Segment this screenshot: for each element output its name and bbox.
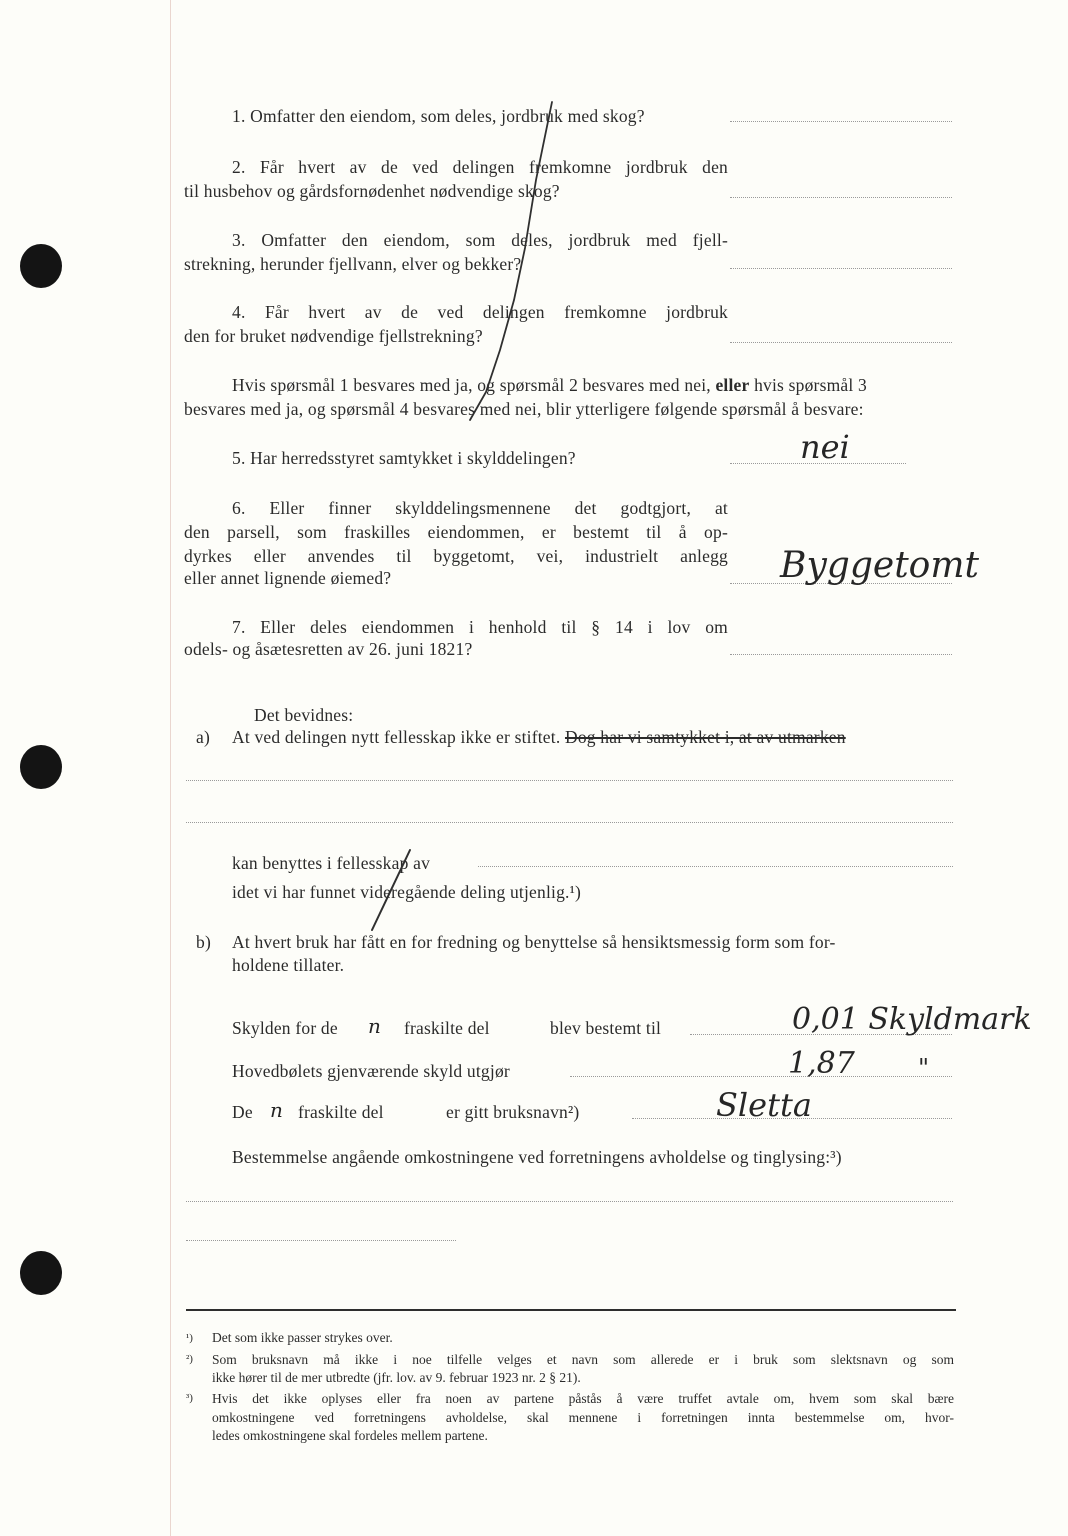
footnote-1-mark: ¹) (186, 1332, 193, 1344)
question-2-line-2: til husbehov og gårdsfornødenhet nødvendige skog? (184, 181, 560, 201)
condition-text-a: Hvis spørsmål 1 besvares med ja, og spørsmål 2 besvares med nei, (232, 375, 711, 395)
skyld-line-1-handwritten-n: n (368, 1014, 381, 1038)
footnote-3-line-2: omkostningene ved forretningens avholdelse, skal mennene i forretningen innta bestemmelse om, hvor- (212, 1410, 954, 1425)
item-a-label: a) (196, 727, 210, 747)
skyld-value-handwritten: 0,01 Skyldmark (792, 1002, 1032, 1037)
skyld-line-1-middle: fraskilte del (404, 1018, 490, 1038)
footnote-3-line-1: Hvis det ikke oplyses eller fra noen av partene påstås å være truffet avtale om, hvem som skal bære (212, 1391, 954, 1406)
footnote-2-mark: ²) (186, 1353, 193, 1365)
item-b-line-1: At hvert bruk har fått en for fredning og benyttelse så hensiktsmessig form som for- (232, 932, 836, 952)
question-2-line-1: 2. Får hvert av de ved delingen fremkomne jordbruk den (232, 157, 728, 177)
attestation-heading: Det bevidnes: (254, 705, 354, 725)
question-6-line-2: den parsell, som fraskilles eiendommen, er bestemt til å op- (184, 522, 728, 542)
ditto-mark-handwritten: " (918, 1054, 930, 1082)
skyld-line-1-end: blev bestemt til (550, 1018, 662, 1038)
item-a-struck-text: Dog har vi samtykket i, at av utmarken (564, 727, 846, 747)
remaining-skyld-handwritten: 1,87 (788, 1046, 855, 1081)
question-6-line-1: 6. Eller finner skylddelingsmennene det godtgjort, at (232, 498, 728, 518)
cancel-stroke-questions (470, 102, 552, 420)
condition-line-2: besvares med ja, og spørsmål 4 besvares med nei, blir ytterligere følgende spørsmål å besvare: (184, 399, 864, 419)
footnote-1-text: Det som ikke passer strykes over. (212, 1330, 393, 1345)
question-1: 1. Omfatter den eiendom, som deles, jordbruk med skog? (232, 106, 645, 126)
cancel-stroke-fellesskap (372, 850, 410, 930)
question-3-line-2: strekning, herunder fjellvann, elver og bekker? (184, 254, 522, 274)
skyld-line-3-middle: fraskilte del (298, 1102, 384, 1122)
item-a-continuation-2: idet vi har funnet videregående deling utjenlig.¹) (232, 882, 582, 902)
question-4-line-1: 4. Får hvert av de ved delingen fremkomne jordbruk (232, 302, 728, 322)
skyld-line-3-end: er gitt bruksnavn²) (446, 1102, 580, 1122)
farm-name-handwritten: Sletta (716, 1086, 812, 1124)
item-b-line-2: holdene tillater. (232, 955, 345, 975)
question-6-line-3: dyrkes eller anvendes til byggetomt, vei, industrielt anlegg (184, 546, 728, 566)
footnote-3-line-3: ledes omkostningene skal fordeles mellem partene. (212, 1428, 488, 1443)
condition-text-b: hvis spørsmål 3 (754, 375, 867, 395)
footnote-2-line-2: ikke hører til de mer utbredte (jfr. lov. av 9. februar 1923 nr. 2 § 21). (212, 1370, 581, 1385)
footnote-3-mark: ³) (186, 1392, 193, 1404)
footnote-2-line-1: Som bruksnavn må ikke i noe tilfelle velges et navn som allerede er i bruk som slektsnavn og som (212, 1352, 954, 1367)
skyld-line-3-handwritten-n: n (270, 1098, 283, 1122)
question-7-line-1: 7. Eller deles eiendommen i henhold til § 14 i lov om (232, 617, 728, 637)
answer-6-handwritten: Byggetomt (780, 545, 979, 586)
item-a-continuation-1: kan benyttes i fellesskap av (232, 853, 431, 873)
answer-5-handwritten: nei (800, 428, 850, 466)
item-a-text: At ved delingen nytt fellesskap ikke er stiftet. (232, 727, 561, 747)
question-6-line-4: eller annet lignende øiemed? (184, 568, 392, 588)
skyld-line-3-label: De (232, 1102, 253, 1122)
condition-bold-eller: eller (715, 375, 750, 395)
question-4-line-2: den for bruket nødvendige fjellstrekning? (184, 326, 483, 346)
question-3-line-1: 3. Omfatter den eiendom, som deles, jordbruk med fjell- (232, 230, 728, 250)
question-5: 5. Har herredsstyret samtykket i skylddelingen? (232, 448, 576, 468)
skyld-line-1-label: Skylden for de (232, 1018, 338, 1038)
cost-provision-label: Bestemmelse angående omkostningene ved forretningens avholdelse og tinglysing:³) (232, 1147, 842, 1167)
item-b-label: b) (196, 932, 211, 952)
question-7-line-2: odels- og åsætesretten av 26. juni 1821? (184, 639, 473, 659)
skyld-line-2-label: Hovedbølets gjenværende skyld utgjør (232, 1061, 510, 1081)
